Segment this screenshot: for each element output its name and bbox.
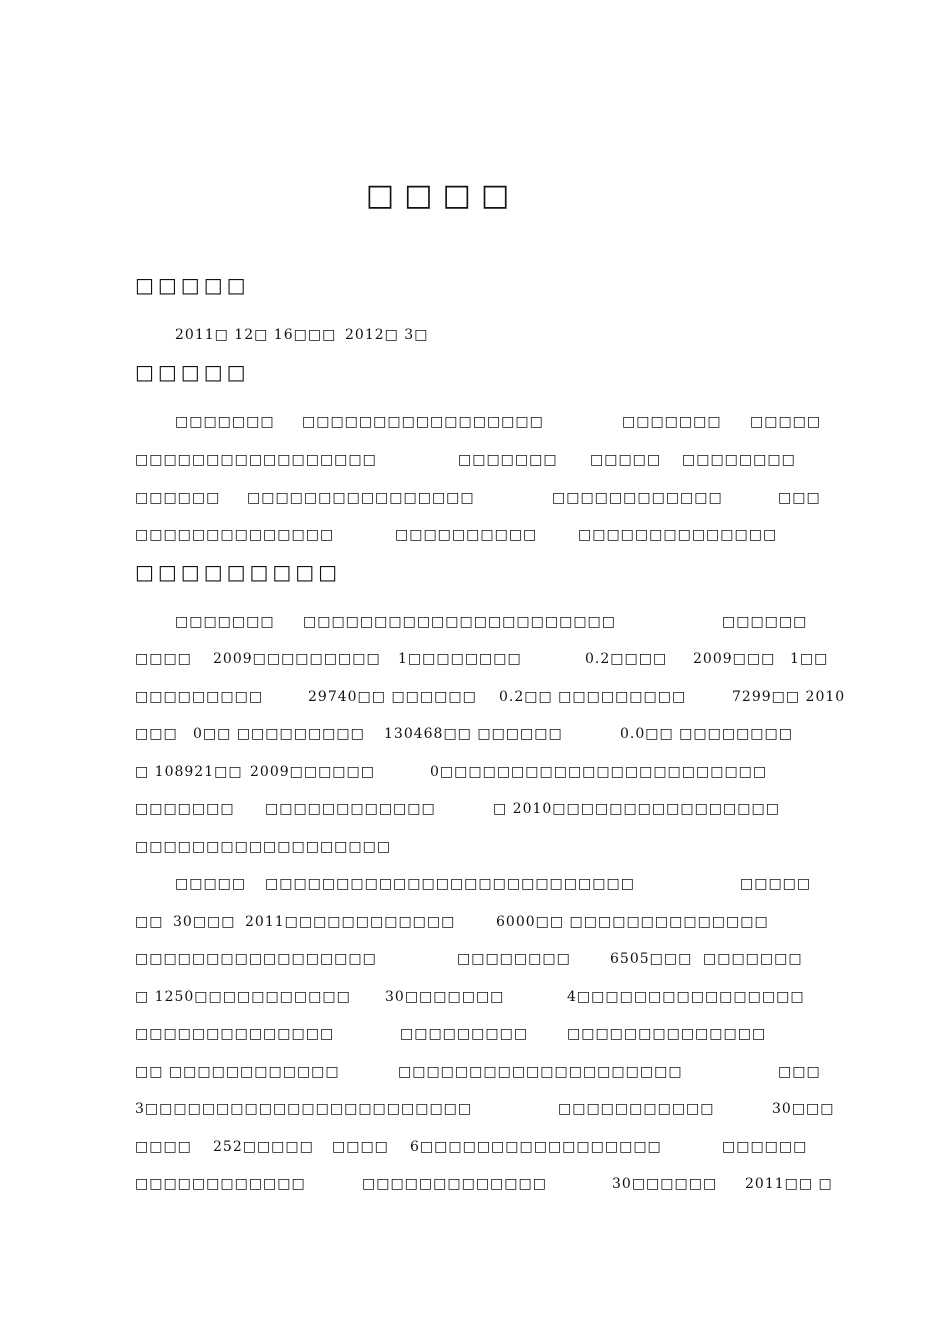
text-segment: □□□□□□□□□□□□	[552, 490, 723, 506]
text-segment: □□□□	[332, 1139, 389, 1155]
text-segment: □□□□□□□□□□□□□□□□□□	[135, 839, 392, 855]
text-segment: □□	[135, 914, 164, 930]
text-segment: □□□□□□□□□□	[395, 527, 538, 543]
text-line	[0, 1061, 950, 1083]
text-segment: □□□□□□□□□	[400, 1026, 529, 1042]
text-line	[0, 324, 950, 346]
text-line	[0, 1023, 950, 1045]
text-line	[0, 986, 950, 1008]
section-heading: □□□□□	[135, 360, 250, 384]
text-segment: □□ □□□□□□□□□□□□	[135, 1064, 340, 1080]
text-segment: 0.0□□ □□□□□□□□	[620, 726, 793, 742]
text-segment: □ 1250□□□□□□□□□□□	[135, 989, 351, 1005]
text-line	[0, 761, 950, 783]
text-segment: 2012□ 3□	[345, 327, 429, 343]
text-segment: □□□□□□□□□□□□□□□□□	[135, 452, 377, 468]
document-title: □□□□	[365, 178, 520, 213]
text-segment: □□□□□□□	[703, 951, 803, 967]
text-segment: □□□□□□□□□□□□□□	[135, 1026, 335, 1042]
text-segment: 6505□□□	[610, 951, 693, 967]
text-segment: □□□□□□□□□□□□□□□□	[247, 490, 475, 506]
text-segment: 2009□□□□□□□□□	[213, 651, 381, 667]
text-segment: 6□□□□□□□□□□□□□□□□□	[410, 1139, 662, 1155]
text-segment: 6000□□ □□□□□□□□□□□□□□	[496, 914, 769, 930]
text-segment: □□□□□□□□	[682, 452, 796, 468]
text-segment: □ 2010□□□□□□□□□□□□□□□□	[493, 801, 780, 817]
text-segment: □□□□□□□	[175, 414, 275, 430]
text-segment: 252□□□□□	[213, 1139, 314, 1155]
text-segment: □□□□□□□□□□□□□□	[578, 527, 778, 543]
text-segment: □□□□□□□□□□□□□□□□□□□□□□□□□□	[265, 876, 635, 892]
text-line	[0, 798, 950, 820]
text-segment: □□□□□□	[135, 490, 221, 506]
text-segment: 4□□□□□□□□□□□□□□□□	[567, 989, 805, 1005]
text-segment: □□□□	[135, 1139, 192, 1155]
text-segment: 7299□□ 2010	[732, 689, 846, 705]
text-line	[0, 611, 950, 633]
text-line	[0, 723, 950, 745]
text-segment: 1□□	[790, 651, 829, 667]
text-segment: □□□□□□□□□□□□□□	[135, 527, 335, 543]
text-segment: □□□□□□□	[135, 801, 235, 817]
text-line	[0, 524, 950, 546]
text-segment: 0.2□□□□	[585, 651, 668, 667]
text-segment: 2009□□□	[693, 651, 776, 667]
text-segment: □□□	[778, 1064, 821, 1080]
text-segment: 2011□ 12□ 16□□□	[175, 327, 337, 343]
text-line	[0, 686, 950, 708]
text-segment: □□□□□□□□□	[135, 689, 264, 705]
text-line	[0, 449, 950, 471]
text-segment: □□□□□□□□□□□□	[135, 1176, 306, 1192]
text-segment: 2011□□ □	[745, 1176, 833, 1192]
text-line	[0, 1098, 950, 1120]
text-line	[0, 487, 950, 509]
text-segment: □□□□□□□	[458, 452, 558, 468]
text-line	[0, 1136, 950, 1158]
text-line	[0, 648, 950, 670]
text-segment: □□□	[135, 726, 178, 742]
section-heading: □□□□□	[135, 273, 250, 297]
text-segment: □□□□	[135, 651, 192, 667]
text-segment: □□□□□	[590, 452, 662, 468]
text-segment: 2011□□□□□□□□□□□□	[245, 914, 456, 930]
text-segment: 2009□□□□□□	[250, 764, 375, 780]
text-segment: 30□□□□□□□	[385, 989, 505, 1005]
text-segment: □□□□□□	[722, 614, 808, 630]
text-segment: □□□□□□□□□□□□□□□□□□□□	[398, 1064, 683, 1080]
text-segment: 0.2□□ □□□□□□□□□	[499, 689, 687, 705]
text-segment: 130468□□ □□□□□□	[384, 726, 563, 742]
text-segment: □□□□□□□□□□□□□□□□□	[302, 414, 544, 430]
text-segment: □□□□□□□□□□□□□□	[567, 1026, 767, 1042]
text-segment: 0□□□□□□□□□□□□□□□□□□□□□□□	[430, 764, 768, 780]
text-segment: □□□□□□□□□□□□□	[362, 1176, 547, 1192]
text-segment: 30□□□	[772, 1101, 835, 1117]
text-segment: □□□□□□□□□□□□□□□□□□□□□□	[303, 614, 617, 630]
text-segment: 0□□ □□□□□□□□□	[193, 726, 365, 742]
text-segment: □ 108921□□	[135, 764, 243, 780]
section-heading: □□□□□□□□□	[135, 560, 342, 584]
text-segment: □□□□□□□□□□□	[558, 1101, 715, 1117]
text-line	[0, 836, 950, 858]
text-segment: □□□□□□	[722, 1139, 808, 1155]
text-segment: 3□□□□□□□□□□□□□□□□□□□□□□□	[135, 1101, 473, 1117]
text-segment: □□□□□	[740, 876, 812, 892]
text-segment: 1□□□□□□□□	[398, 651, 522, 667]
text-line	[0, 1173, 950, 1195]
text-segment: □□□□□	[750, 414, 822, 430]
text-segment: 29740□□ □□□□□□	[308, 689, 477, 705]
text-segment: □□□	[778, 490, 821, 506]
text-segment: □□□□□□□□□□□□	[265, 801, 436, 817]
text-line	[0, 411, 950, 433]
text-segment: 30□□□	[173, 914, 236, 930]
text-line	[0, 873, 950, 895]
text-segment: □□□□□□□	[622, 414, 722, 430]
text-segment: □□□□□	[175, 876, 247, 892]
text-segment: □□□□□□□	[175, 614, 275, 630]
text-line	[0, 948, 950, 970]
text-line	[0, 911, 950, 933]
text-segment: □□□□□□□□	[457, 951, 571, 967]
text-segment: □□□□□□□□□□□□□□□□□	[135, 951, 377, 967]
text-segment: 30□□□□□□	[612, 1176, 718, 1192]
